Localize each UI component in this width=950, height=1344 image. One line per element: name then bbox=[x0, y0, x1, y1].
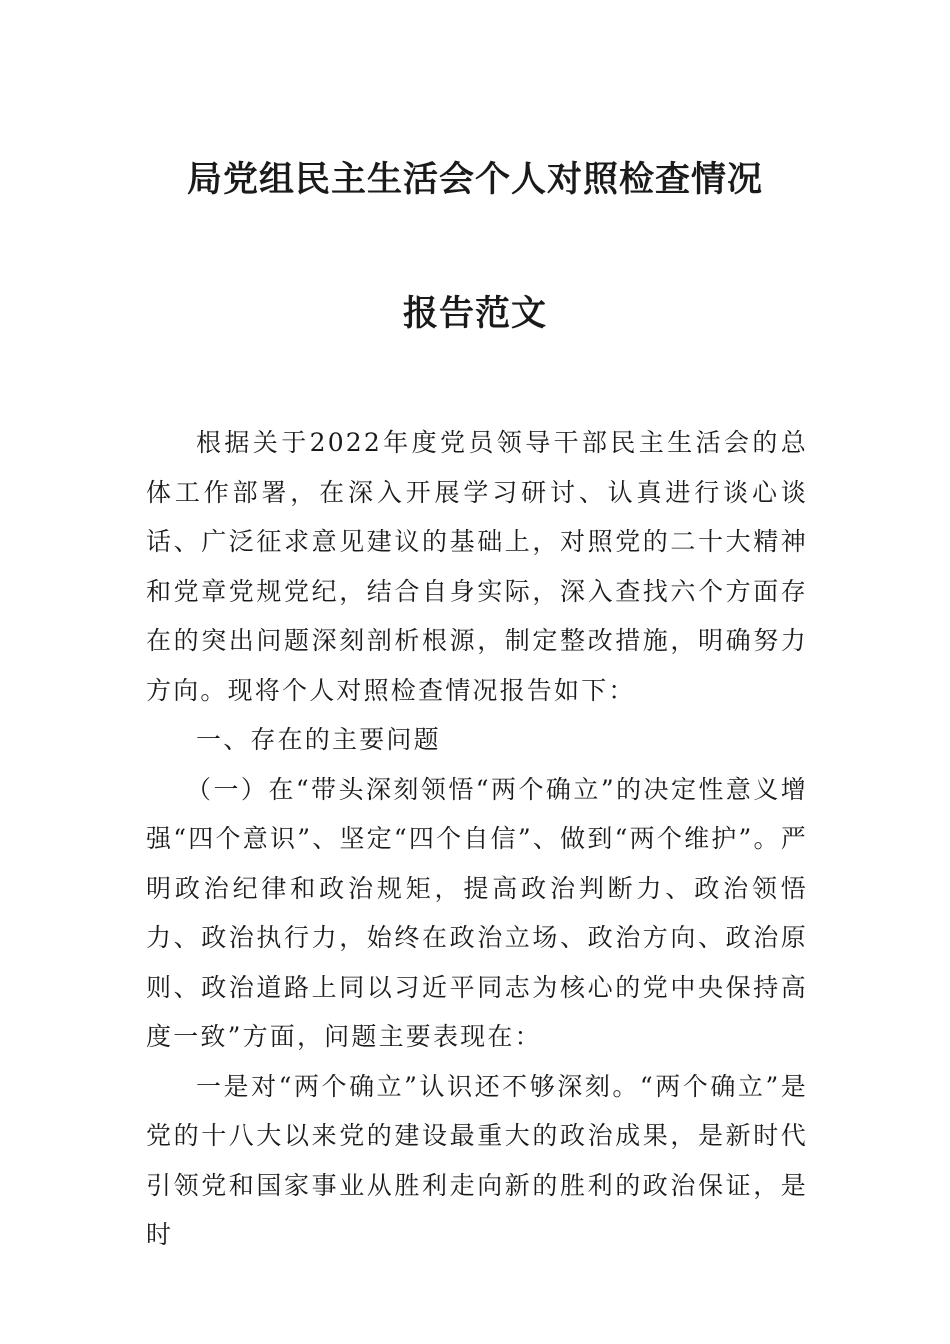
paragraph-subsection-1: （一）在“带头深刻领悟“两个确立”的决定性意义增强“四个意识”、坚定“四个自信”、做到“两个维护”。严明政治纪律和政治规矩，提高政治判断力、政治领悟力、政治执行力，始终在政治立场、政治方向、政治原则、政治道路上同以习近平同志为核心的党中央保持高度一致”方面，问题主要表现在： bbox=[146, 774, 808, 1051]
document-body bbox=[146, 418, 808, 1260]
document-title-line-1: 局党组民主生活会个人对照检查情况 bbox=[186, 160, 763, 200]
paragraph-intro: 根据关于2022年度党员领导干部民主生活会的总体工作部署，在深入开展学习研讨、认真进行谈心谈话、广泛征求意见建议的基础上，对照党的二十大精神和党章党规党纪，结合自身实际，深入查找六个方面存在的突出问题深刻剖析根源，制定整改措施，明确努力方向。现将个人对照检查情况报告如下： bbox=[146, 428, 808, 705]
document-title-line-2: 报告范文 bbox=[402, 294, 547, 334]
paragraph-point-1: 一是对“两个确立”认识还不够深刻。“两个确立”是党的十八大以来党的建设最重大的政治成果，是新时代引领党和国家事业从胜利走向新的胜利的政治保证，是时 bbox=[146, 1071, 808, 1249]
section-heading: 一、存在的主要问题 bbox=[196, 725, 441, 754]
